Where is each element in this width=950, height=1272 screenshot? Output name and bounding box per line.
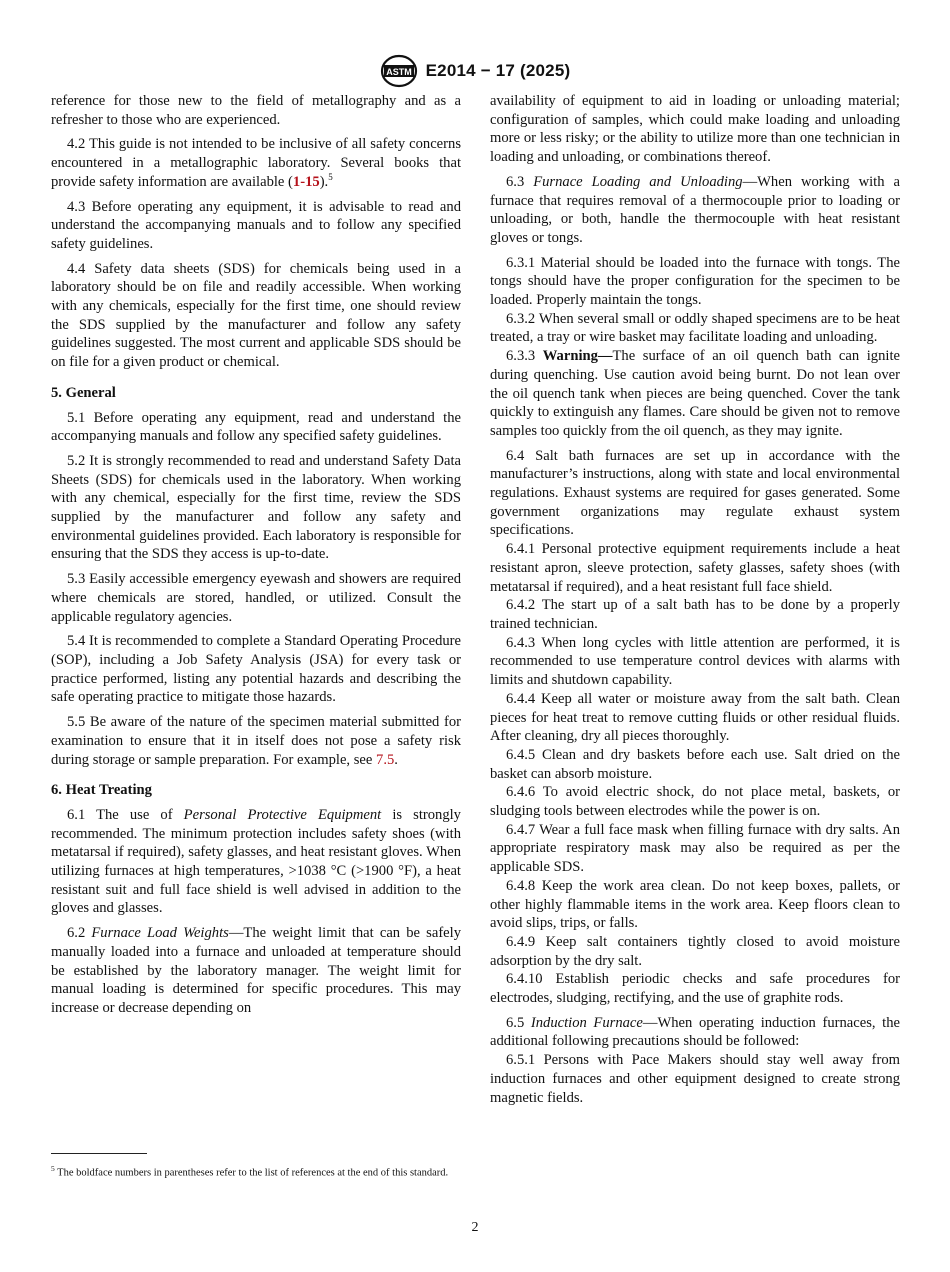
- paragraph-6-3-2: 6.3.2 When several small or oddly shaped specimens are to be heat treated, a tray or wire basket may facilitate loading and unloading.: [490, 310, 900, 346]
- footnote-marker-5: 5: [328, 171, 333, 182]
- paragraph-6-4-7: 6.4.7 Wear a full face mask when filling furnace with dry salts. An appropriate respiratory mask may also be required as per the applicable SDS.: [490, 821, 900, 876]
- page-number: 2: [471, 1220, 479, 1235]
- paragraph-6-4-9: 6.4.9 Keep salt containers tightly closed to avoid moisture adsorption by the dry salt.: [490, 933, 900, 969]
- footnote-text: The boldface numbers in parentheses refer to the list of references at the end of this standard.: [54, 1167, 449, 1179]
- paragraph-4-2: 4.2 This guide is not intended to be inclusive of all safety concerns encountered in a metallographic laboratory. Several books that provide safety information are available (1-15).$^5$: [51, 136, 461, 190]
- left-column: [51, 92, 461, 1024]
- reference-link-1-15[interactable]: 1-15: [292, 173, 320, 190]
- footnote-5: [51, 1162, 461, 1181]
- section-heading-heat-treating: 6. Heat Treating: [51, 782, 152, 799]
- astm-logo-icon: [380, 54, 418, 88]
- paragraph-6-3-1: 6.3.1 Material should be loaded into the furnace with tongs. The tongs should have the proper configuration for the specimen to be loaded. Properly maintain the tongs.: [490, 254, 900, 309]
- paragraph-5-5: 5.5 Be aware of the nature of the specimen material submitted for examination to ensure that it in itself does not pose a safety risk during storage or sample preparation. For example, see 7.5.: [51, 714, 461, 768]
- standard-designation: E2014 − 17 (2025): [425, 61, 571, 80]
- paragraph-6-4-6: 6.4.6 To avoid electric shock, do not place metal, baskets, or sludging tools between electrodes while the power is on.: [490, 784, 900, 820]
- paragraph-4-4: 4.4 Safety data sheets (SDS) for chemicals being used in a laboratory should be on file and readily accessible. When working with any chemicals, especially for the first time, one should review the SDS supplied by the manufacturer and follow any safety guidelines suggested. The most current and applicable SDS should be on file for a given product or chemical.: [51, 260, 461, 371]
- svg-text:ASTM: ASTM: [385, 67, 412, 77]
- paragraph-6-3-3: 6.3.3 Warning—The surface of an oil quench bath can ignite during quenching. Use caution avoid being burnt. Do not lean over the oil quench tank when pieces are being quenched. Cover the tank quickly to extinguish any flames. Care should be given not to remove samples too quickly from the oil quench, as they may ignite.: [490, 348, 900, 439]
- paragraph-6-3: 6.3 Furnace Loading and Unloading—When working with a furnace that requires removal of a thermocouple prior to loading or unloading, or both, handle the thermocouple with heat resistant gloves or tongs.: [490, 173, 900, 246]
- paragraph-5-3: 5.3 Easily accessible emergency eyewash and showers are required where chemicals are stored, handled, or utilized. Consult the applicable regulatory agencies.: [51, 571, 461, 625]
- paragraph-6-5: 6.5 Induction Furnace—When operating induction furnaces, the additional following precautions should be followed:: [490, 1014, 900, 1050]
- paragraph-4-3: 4.3 Before operating any equipment, it is advisable to read and understand the accompanying manuals and to follow any specified safety guidelines.: [51, 198, 461, 252]
- paragraph-6-4-1: 6.4.1 Personal protective equipment requirements include a heat resistant apron, sleeve protection, safety glasses, safety shoes (with metatarsal if required), and a heat resistant full face shield.: [490, 541, 900, 595]
- paragraph-6-2: 6.2 Furnace Load Weights—The weight limit that can be safely manually loaded into a furnace and unloaded at temperature should be established by the laboratory manager. The weight limit for manual loading is determined for specific procedures. This may increase or decrease depending on: [51, 925, 462, 1016]
- paragraph-6-1: 6.1 The use of Personal Protective Equipment is strongly recommended. The minimum protection includes safety shoes (with metatarsal if required), safety glasses, and heat resistant gloves. When utilizing furnaces at high temperatures, >1038 °C (>1900 °F), a heat resistant suit and full face shield is well advised in addition to the gloves and glasses.: [51, 806, 461, 917]
- paragraph-6-4-8: 6.4.8 Keep the work area clean. Do not keep boxes, pallets, or other highly flammable items in the work area. Keep floors clean to avoid slips, trips, or falls.: [490, 877, 900, 932]
- paragraph-6-4-2: 6.4.2 The start up of a salt bath has to be done by a properly trained technician.: [490, 597, 900, 632]
- footnote-divider: [51, 1153, 147, 1154]
- paragraph-5-2: 5.2 It is strongly recommended to read and understand Safety Data Sheets (SDS) for chemicals used in the laboratory. When working with any chemical, especially for the first time, review the SDS supplied by the manufacturer and follow any safety and environmental guidelines provided. Each laboratory is responsible for ensuring that the SDS they access is up-to-date.: [51, 452, 461, 563]
- cross-reference-7-5[interactable]: 7.5: [376, 751, 395, 768]
- paragraph-6-2-continued: availability of equipment to aid in loading or unloading material; configuration of samples, which could make loading and unloading more or less risky; or the ability to utilize more than one technician in loading and unloading, or combinations thereof.: [490, 93, 900, 166]
- footnote-number: 5: [51, 1164, 55, 1173]
- paragraph-6-4-3: 6.4.3 When long cycles with little attention are performed, it is recommended to use temperature control devices with alarms with limits and shutdown capability.: [490, 634, 900, 689]
- paragraph-6-4-10: 6.4.10 Establish periodic checks and safe procedures for electrodes, sludging, rectifying, and the use of graphite rods.: [490, 971, 900, 1007]
- section-heading-general: 5. General: [51, 384, 116, 401]
- page-header: [0, 54, 950, 88]
- paragraph-5-1: 5.1 Before operating any equipment, read and understand the accompanying manuals and follow any specified safety guidelines.: [51, 409, 461, 445]
- paragraph-6-5-1: 6.5.1 Persons with Pace Makers should stay well away from induction furnaces and other equipment designed to create strong magnetic fields.: [490, 1052, 900, 1106]
- right-column: [490, 92, 900, 1107]
- paragraph-4-1-continued: reference for those new to the field of metallography and as a refresher to those who are experienced.: [51, 93, 461, 128]
- paragraph-6-4-4: 6.4.4 Keep all water or moisture away from the salt bath. Clean pieces for heat treat to remove cutting fluids or other residual fluids. After cleaning, dry all pieces thoroughly.: [490, 690, 900, 745]
- paragraph-5-4: 5.4 It is recommended to complete a Standard Operating Procedure (SOP), including a Job Safety Analysis (JSA) for every task or practice performed, listing any potential hazards and describing the safe operating practice to mitigate those hazards.: [51, 633, 461, 706]
- paragraph-6-4: 6.4 Salt bath furnaces are set up in accordance with the manufacturer’s instructions, along with state and local environmental regulations. Exhaust systems are required for gases generated. Some government organizations may regulate exhaust system specifications.: [490, 447, 900, 539]
- paragraph-6-4-5: 6.4.5 Clean and dry baskets before each use. Salt dried on the basket can absorb moisture.: [490, 746, 900, 782]
